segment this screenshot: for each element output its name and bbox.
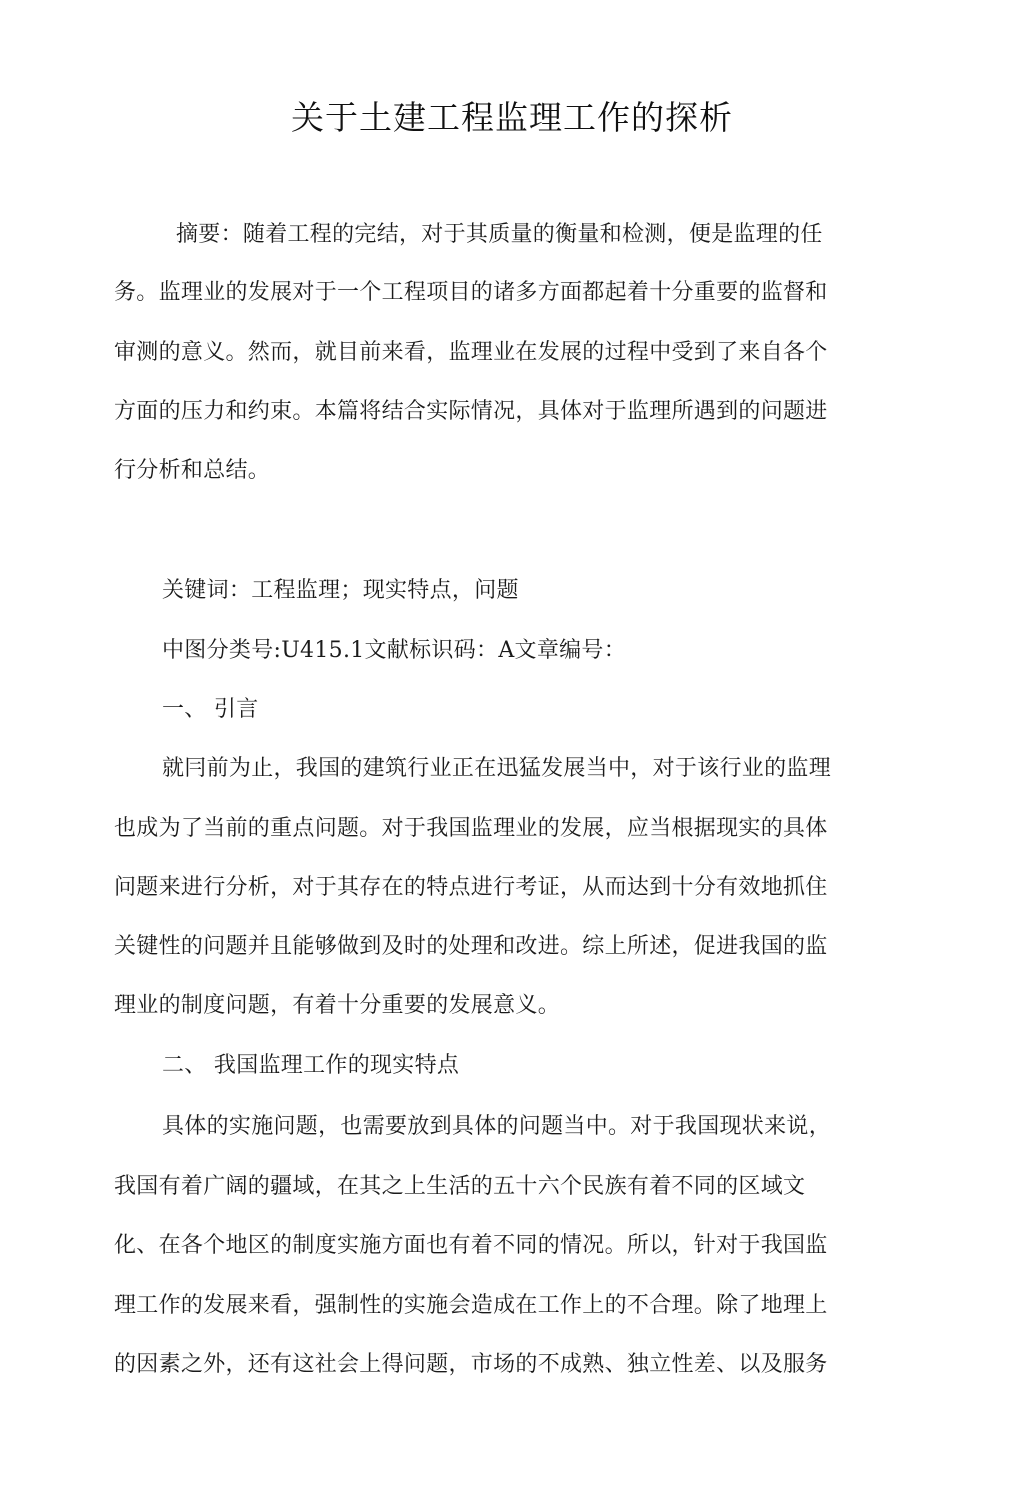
paragraph-line: 问题来进行分析，对于其存在的特点进行考证，从而达到十分有效地抓住 xyxy=(114,875,828,900)
section-heading: 一、 引言 xyxy=(162,697,259,722)
abstract-line: 审测的意义。然而，就目前来看，监理业在发展的过程中受到了来自各个 xyxy=(114,340,828,365)
abstract-line: 方面的压力和约束。本篇将结合实际情况，具体对于监理所遇到的问题进 xyxy=(114,399,828,424)
paragraph-line: 具体的实施问题，也需要放到具体的问题当中。对于我国现状来说， xyxy=(162,1114,832,1139)
document-title: 关于土建工程监理工作的探析 xyxy=(291,98,733,137)
section-heading: 二、 我国监理工作的现实特点 xyxy=(162,1053,460,1078)
abstract-line: 行分析和总结。 xyxy=(114,458,271,483)
paragraph-line: 我国有着广阔的疆域，在其之上生活的五十六个民族有着不同的区域文 xyxy=(114,1174,806,1199)
paragraph-line: 就冃前为止，我国的建筑行业正在迅猛发展当中，对于该行业的监理 xyxy=(162,756,832,781)
paragraph-line: 关键性的问题并且能够做到及时的处理和改进。综上所述，促进我国的监 xyxy=(114,934,828,959)
paragraph-line: 的因素之外，还有这社会上得问题，市场的不成熟、独立性差、以及服务 xyxy=(114,1352,828,1377)
paragraph-line: 理工作的发展来看，强制性的实施会造成在工作上的不合理。除了地理上 xyxy=(114,1293,828,1318)
abstract-line: 务。监理业的发展对于一个工程项目的诸多方面都起着十分重要的监督和 xyxy=(114,280,828,305)
paragraph-line: 化、在各个地区的制度实施方面也有着不同的情况。所以，针对于我国监 xyxy=(114,1233,828,1258)
paragraph-line: 也成为了当前的重点问题。对于我国监理业的发展，应当根据现实的具体 xyxy=(114,816,828,841)
keywords: 关键词：工程监理；现实特点，问题 xyxy=(162,578,519,603)
classification-line: 中图分类号:U415.1文献标识码：A文章编号： xyxy=(162,638,627,663)
paragraph-line: 理业的制度问题，有着十分重要的发展意义。 xyxy=(114,993,561,1018)
abstract-line: 摘要：随着工程的完结，对于其质量的衡量和检测，便是监理的任 xyxy=(176,222,823,247)
